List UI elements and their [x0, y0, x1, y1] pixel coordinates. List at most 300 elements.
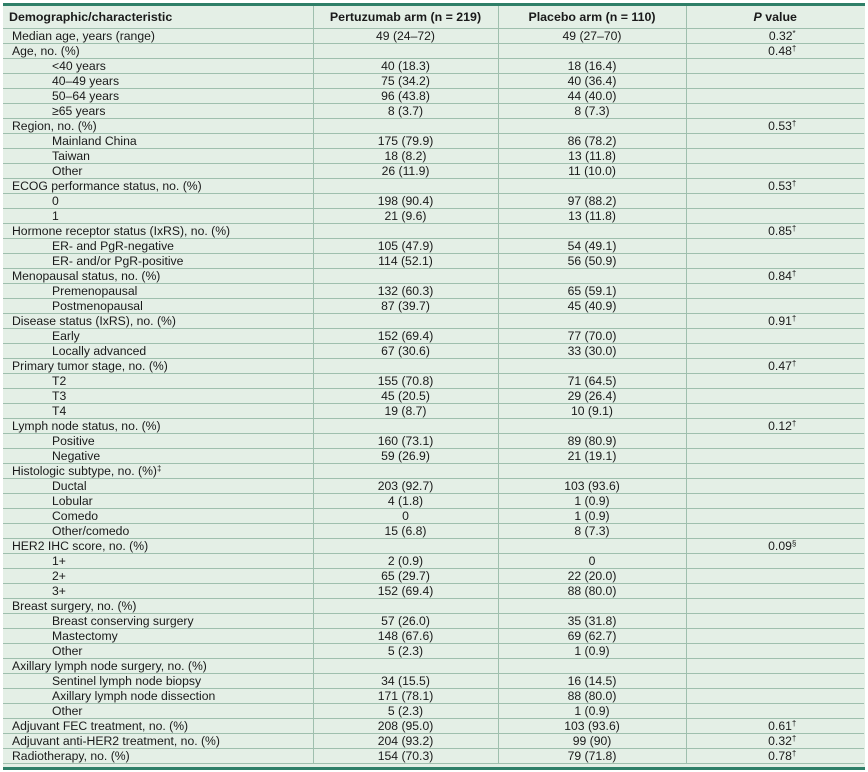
row-label: [3, 719, 313, 734]
table-row: [3, 254, 864, 269]
placebo-value: [498, 269, 686, 284]
header-placebo-arm: Placebo arm (n = 110): [498, 6, 686, 29]
row-label-text: Adjuvant anti-HER2 treatment, no. (%): [12, 734, 220, 748]
p-value: [686, 404, 864, 419]
row-sublabel: [3, 209, 313, 224]
row-label-text: 0: [52, 194, 59, 208]
table-row: [3, 524, 864, 539]
placebo-value: [498, 314, 686, 329]
pertuzumab-value: [313, 224, 498, 239]
row-label-text: <40 years: [52, 59, 106, 73]
placebo-value: 13 (11.8): [498, 149, 686, 164]
table-row: [3, 194, 864, 209]
row-label-text: Median age, years (range): [12, 29, 155, 43]
table-row: [3, 509, 864, 524]
row-label-text: ER- and PgR-negative: [52, 239, 174, 253]
row-label-text: Axillary lymph node surgery, no. (%): [12, 659, 207, 673]
row-label-text: Locally advanced: [52, 344, 147, 358]
table-row: [3, 104, 864, 119]
row-label-text: ECOG performance status, no. (%): [12, 179, 202, 193]
p-value-text: 0.84: [768, 269, 792, 283]
row-label: [3, 539, 313, 554]
placebo-value: [498, 224, 686, 239]
row-label: [3, 29, 313, 44]
row-sublabel: [3, 89, 313, 104]
placebo-value: 103 (93.6): [498, 719, 686, 734]
p-value: [686, 704, 864, 719]
row-label: [3, 599, 313, 614]
table-row: [3, 674, 864, 689]
pertuzumab-value: 5 (2.3): [313, 704, 498, 719]
footnote-mark: †: [791, 179, 797, 188]
placebo-value: 0: [498, 554, 686, 569]
p-value: [686, 119, 864, 134]
row-sublabel: [3, 284, 313, 299]
table-body: [3, 29, 864, 764]
placebo-value: 99 (90): [498, 734, 686, 749]
p-value-text: 0.12: [768, 419, 792, 433]
placebo-value: 22 (20.0): [498, 569, 686, 584]
row-label-text: Sentinel lymph node biopsy: [52, 674, 202, 688]
p-value: [686, 689, 864, 704]
row-label-text: ER- and/or PgR-positive: [52, 254, 184, 268]
placebo-value: 88 (80.0): [498, 689, 686, 704]
placebo-value: 40 (36.4): [498, 74, 686, 89]
footnote-mark: †: [791, 749, 797, 758]
row-sublabel: [3, 629, 313, 644]
row-label-text: Comedo: [52, 509, 99, 523]
pertuzumab-value: [313, 314, 498, 329]
p-value: [686, 554, 864, 569]
p-value-text: 0.47: [768, 359, 792, 373]
row-label: [3, 749, 313, 764]
table-row: [3, 209, 864, 224]
table-row: [3, 359, 864, 374]
table-row: [3, 434, 864, 449]
row-sublabel: [3, 389, 313, 404]
row-label-text: Lobular: [52, 494, 93, 508]
row-sublabel: [3, 74, 313, 89]
placebo-value: 54 (49.1): [498, 239, 686, 254]
table-row: [3, 149, 864, 164]
p-value-text: 0.61: [768, 719, 792, 733]
p-value: [686, 509, 864, 524]
placebo-value: 11 (10.0): [498, 164, 686, 179]
header-p-letter: P: [753, 9, 762, 24]
placebo-value: 45 (40.9): [498, 299, 686, 314]
row-label-text: Taiwan: [52, 149, 90, 163]
row-sublabel: [3, 59, 313, 74]
p-value: [686, 584, 864, 599]
row-label-text: 40–49 years: [52, 74, 120, 88]
p-value: [686, 389, 864, 404]
pertuzumab-value: 154 (70.3): [313, 749, 498, 764]
row-sublabel: [3, 569, 313, 584]
p-value: [686, 44, 864, 59]
placebo-value: 49 (27–70): [498, 29, 686, 44]
p-value: [686, 239, 864, 254]
row-label-text: Histologic subtype, no. (%): [12, 464, 157, 478]
pertuzumab-value: 155 (70.8): [313, 374, 498, 389]
row-label: [3, 179, 313, 194]
pertuzumab-value: [313, 539, 498, 554]
row-sublabel: [3, 704, 313, 719]
p-value: [686, 224, 864, 239]
placebo-value: 29 (26.4): [498, 389, 686, 404]
row-label: [3, 269, 313, 284]
row-label-text: Premenopausal: [52, 284, 138, 298]
p-value: [686, 749, 864, 764]
pertuzumab-value: 96 (43.8): [313, 89, 498, 104]
row-sublabel: [3, 329, 313, 344]
p-value: [686, 59, 864, 74]
pertuzumab-value: [313, 119, 498, 134]
table-row: [3, 374, 864, 389]
characteristics-table: [3, 6, 864, 764]
row-sublabel: [3, 134, 313, 149]
placebo-value: 33 (30.0): [498, 344, 686, 359]
p-value-text: 0.53: [768, 119, 792, 133]
footnote-mark: †: [791, 44, 797, 53]
placebo-value: [498, 179, 686, 194]
p-value: [686, 569, 864, 584]
row-sublabel: [3, 299, 313, 314]
table-row: [3, 659, 864, 674]
row-sublabel: [3, 239, 313, 254]
row-label-text: Ductal: [52, 479, 87, 493]
placebo-value: 88 (80.0): [498, 584, 686, 599]
header-p-value: [686, 6, 864, 29]
header-pertuzumab-arm: Pertuzumab arm (n = 219): [313, 6, 498, 29]
placebo-value: 97 (88.2): [498, 194, 686, 209]
pertuzumab-value: 203 (92.7): [313, 479, 498, 494]
row-label-text: Breast conserving surgery: [52, 614, 194, 628]
row-label-text: Hormone receptor status (IxRS), no. (%): [12, 224, 231, 238]
table-row: [3, 119, 864, 134]
p-value: [686, 284, 864, 299]
p-value: [686, 734, 864, 749]
pertuzumab-value: 204 (93.2): [313, 734, 498, 749]
placebo-value: 86 (78.2): [498, 134, 686, 149]
p-value: [686, 719, 864, 734]
header-row: [3, 6, 864, 29]
row-label-text: Negative: [52, 449, 101, 463]
row-sublabel: [3, 644, 313, 659]
placebo-value: 103 (93.6): [498, 479, 686, 494]
p-value-text: 0.85: [768, 224, 792, 238]
row-sublabel: [3, 524, 313, 539]
pertuzumab-value: [313, 659, 498, 674]
table-row: [3, 134, 864, 149]
table-row: [3, 419, 864, 434]
pertuzumab-value: [313, 269, 498, 284]
pertuzumab-value: 160 (73.1): [313, 434, 498, 449]
row-label-text: Mastectomy: [52, 629, 118, 643]
p-value-text: 0.32: [768, 734, 792, 748]
p-value: [686, 629, 864, 644]
table-row: [3, 284, 864, 299]
pertuzumab-value: 75 (34.2): [313, 74, 498, 89]
row-label-text: 3+: [52, 584, 66, 598]
p-value: [686, 149, 864, 164]
p-value-text: 0.48: [768, 44, 792, 58]
p-value-text: 0.53: [768, 179, 792, 193]
p-value: [686, 329, 864, 344]
row-sublabel: [3, 404, 313, 419]
p-value: [686, 134, 864, 149]
row-label-text: HER2 IHC score, no. (%): [12, 539, 149, 553]
footnote-mark: ‡: [156, 464, 162, 473]
p-value: [686, 374, 864, 389]
table-row: [3, 389, 864, 404]
row-label-text: Primary tumor stage, no. (%): [12, 359, 168, 373]
row-sublabel: [3, 194, 313, 209]
p-value: [686, 464, 864, 479]
placebo-value: 35 (31.8): [498, 614, 686, 629]
footnote-mark: *: [792, 29, 796, 38]
footnote-mark: †: [791, 269, 797, 278]
p-value: [686, 269, 864, 284]
table-row: [3, 29, 864, 44]
p-value: [686, 434, 864, 449]
table-row: [3, 59, 864, 74]
row-label-text: 2+: [52, 569, 66, 583]
row-label-text: Lymph node status, no. (%): [12, 419, 161, 433]
placebo-value: 71 (64.5): [498, 374, 686, 389]
pertuzumab-value: [313, 599, 498, 614]
p-value: [686, 104, 864, 119]
table-row: [3, 584, 864, 599]
p-value: [686, 209, 864, 224]
footnote-mark: †: [791, 119, 797, 128]
row-label-text: T4: [52, 404, 67, 418]
pertuzumab-value: [313, 464, 498, 479]
row-label-text: 50–64 years: [52, 89, 120, 103]
header-p-rest: value: [761, 9, 797, 24]
row-sublabel: [3, 494, 313, 509]
footnote-mark: †: [791, 224, 797, 233]
placebo-value: 1 (0.9): [498, 644, 686, 659]
placebo-value: [498, 599, 686, 614]
footnote-mark: †: [791, 359, 797, 368]
placebo-value: 1 (0.9): [498, 509, 686, 524]
table-row: [3, 329, 864, 344]
p-value: [686, 359, 864, 374]
placebo-value: [498, 44, 686, 59]
p-value-text: 0.91: [768, 314, 792, 328]
row-sublabel: [3, 689, 313, 704]
placebo-value: 1 (0.9): [498, 494, 686, 509]
row-sublabel: [3, 149, 313, 164]
row-label-text: ≥65 years: [52, 104, 106, 118]
row-sublabel: [3, 674, 313, 689]
table-row: [3, 299, 864, 314]
pertuzumab-value: 2 (0.9): [313, 554, 498, 569]
pertuzumab-value: 198 (90.4): [313, 194, 498, 209]
placebo-value: 8 (7.3): [498, 524, 686, 539]
row-sublabel: [3, 614, 313, 629]
table-row: [3, 479, 864, 494]
footnote-mark: †: [791, 419, 797, 428]
row-label-text: Early: [52, 329, 80, 343]
p-value: [686, 524, 864, 539]
table-row: [3, 599, 864, 614]
row-label-text: Age, no. (%): [12, 44, 80, 58]
table-row: [3, 644, 864, 659]
pertuzumab-value: 34 (15.5): [313, 674, 498, 689]
row-label-text: Menopausal status, no. (%): [12, 269, 161, 283]
pertuzumab-value: [313, 419, 498, 434]
row-sublabel: [3, 374, 313, 389]
table-row: [3, 44, 864, 59]
pertuzumab-value: 19 (8.7): [313, 404, 498, 419]
footnote-mark: §: [791, 539, 797, 548]
placebo-value: 1 (0.9): [498, 704, 686, 719]
row-label: [3, 314, 313, 329]
row-label-text: Mainland China: [52, 134, 137, 148]
row-label-text: T2: [52, 374, 67, 388]
pertuzumab-value: [313, 44, 498, 59]
placebo-value: 89 (80.9): [498, 434, 686, 449]
placebo-value: 56 (50.9): [498, 254, 686, 269]
row-label-text: Positive: [52, 434, 95, 448]
pertuzumab-value: 132 (60.3): [313, 284, 498, 299]
table-row: [3, 614, 864, 629]
table-row: [3, 464, 864, 479]
table-row: [3, 734, 864, 749]
table-row: [3, 224, 864, 239]
row-label: [3, 224, 313, 239]
table-row: [3, 449, 864, 464]
placebo-value: [498, 659, 686, 674]
p-value: [686, 314, 864, 329]
pertuzumab-value: 152 (69.4): [313, 584, 498, 599]
p-value-text: 0.78: [768, 749, 792, 763]
placebo-value: 8 (7.3): [498, 104, 686, 119]
p-value: [686, 299, 864, 314]
pertuzumab-value: 87 (39.7): [313, 299, 498, 314]
row-label-text: Other: [52, 644, 83, 658]
row-label-text: Radiotherapy, no. (%): [12, 749, 130, 763]
placebo-value: [498, 119, 686, 134]
table-row: [3, 494, 864, 509]
row-sublabel: [3, 434, 313, 449]
row-sublabel: [3, 584, 313, 599]
row-sublabel: [3, 479, 313, 494]
row-label: [3, 359, 313, 374]
row-label-text: Axillary lymph node dissection: [52, 689, 216, 703]
row-label: [3, 734, 313, 749]
pertuzumab-value: 175 (79.9): [313, 134, 498, 149]
table-row: [3, 554, 864, 569]
pertuzumab-value: 15 (6.8): [313, 524, 498, 539]
row-sublabel: [3, 254, 313, 269]
pertuzumab-value: 8 (3.7): [313, 104, 498, 119]
placebo-value: [498, 359, 686, 374]
p-value: [686, 644, 864, 659]
table-header: [3, 6, 864, 29]
row-label-text: Disease status (IxRS), no. (%): [12, 314, 176, 328]
p-value-text: 0.09: [768, 539, 792, 553]
pertuzumab-value: 4 (1.8): [313, 494, 498, 509]
row-sublabel: [3, 509, 313, 524]
pertuzumab-value: 45 (20.5): [313, 389, 498, 404]
row-label: [3, 419, 313, 434]
footnote-mark: †: [791, 314, 797, 323]
p-value: [686, 74, 864, 89]
p-value: [686, 494, 864, 509]
pertuzumab-value: 5 (2.3): [313, 644, 498, 659]
pertuzumab-value: 148 (67.6): [313, 629, 498, 644]
placebo-value: 69 (62.7): [498, 629, 686, 644]
table-row: [3, 164, 864, 179]
pertuzumab-value: 49 (24–72): [313, 29, 498, 44]
row-label-text: Other/comedo: [52, 524, 130, 538]
pertuzumab-value: [313, 359, 498, 374]
row-label-text: Other: [52, 704, 83, 718]
placebo-value: [498, 464, 686, 479]
row-label-text: Region, no. (%): [12, 119, 97, 133]
pertuzumab-value: 171 (78.1): [313, 689, 498, 704]
pertuzumab-value: [313, 179, 498, 194]
p-value: [686, 344, 864, 359]
row-sublabel: [3, 554, 313, 569]
row-label: [3, 659, 313, 674]
table-row: [3, 314, 864, 329]
p-value: [686, 29, 864, 44]
p-value: [686, 194, 864, 209]
placebo-value: 18 (16.4): [498, 59, 686, 74]
p-value: [686, 539, 864, 554]
table-row: [3, 74, 864, 89]
pertuzumab-value: 114 (52.1): [313, 254, 498, 269]
p-value: [686, 614, 864, 629]
pertuzumab-value: 26 (11.9): [313, 164, 498, 179]
pertuzumab-value: 18 (8.2): [313, 149, 498, 164]
p-value: [686, 659, 864, 674]
placebo-value: 65 (59.1): [498, 284, 686, 299]
row-sublabel: [3, 449, 313, 464]
footnote-mark: †: [791, 719, 797, 728]
pertuzumab-value: 21 (9.6): [313, 209, 498, 224]
table-row: [3, 749, 864, 764]
table-row: [3, 239, 864, 254]
table-row: [3, 344, 864, 359]
p-value: [686, 599, 864, 614]
placebo-value: 16 (14.5): [498, 674, 686, 689]
p-value: [686, 479, 864, 494]
pertuzumab-value: 40 (18.3): [313, 59, 498, 74]
row-label-text: Postmenopausal: [52, 299, 143, 313]
row-label: [3, 464, 313, 479]
placebo-value: [498, 539, 686, 554]
pertuzumab-value: 65 (29.7): [313, 569, 498, 584]
placebo-value: 21 (19.1): [498, 449, 686, 464]
row-label-text: 1+: [52, 554, 66, 568]
table-row: [3, 89, 864, 104]
table-row: [3, 704, 864, 719]
row-label-text: Adjuvant FEC treatment, no. (%): [12, 719, 189, 733]
row-label-text: 1: [52, 209, 59, 223]
p-value: [686, 254, 864, 269]
pertuzumab-value: 67 (30.6): [313, 344, 498, 359]
row-sublabel: [3, 104, 313, 119]
placebo-value: [498, 419, 686, 434]
row-label-text: T3: [52, 389, 67, 403]
pertuzumab-value: 0: [313, 509, 498, 524]
table-row: [3, 629, 864, 644]
pertuzumab-value: 152 (69.4): [313, 329, 498, 344]
